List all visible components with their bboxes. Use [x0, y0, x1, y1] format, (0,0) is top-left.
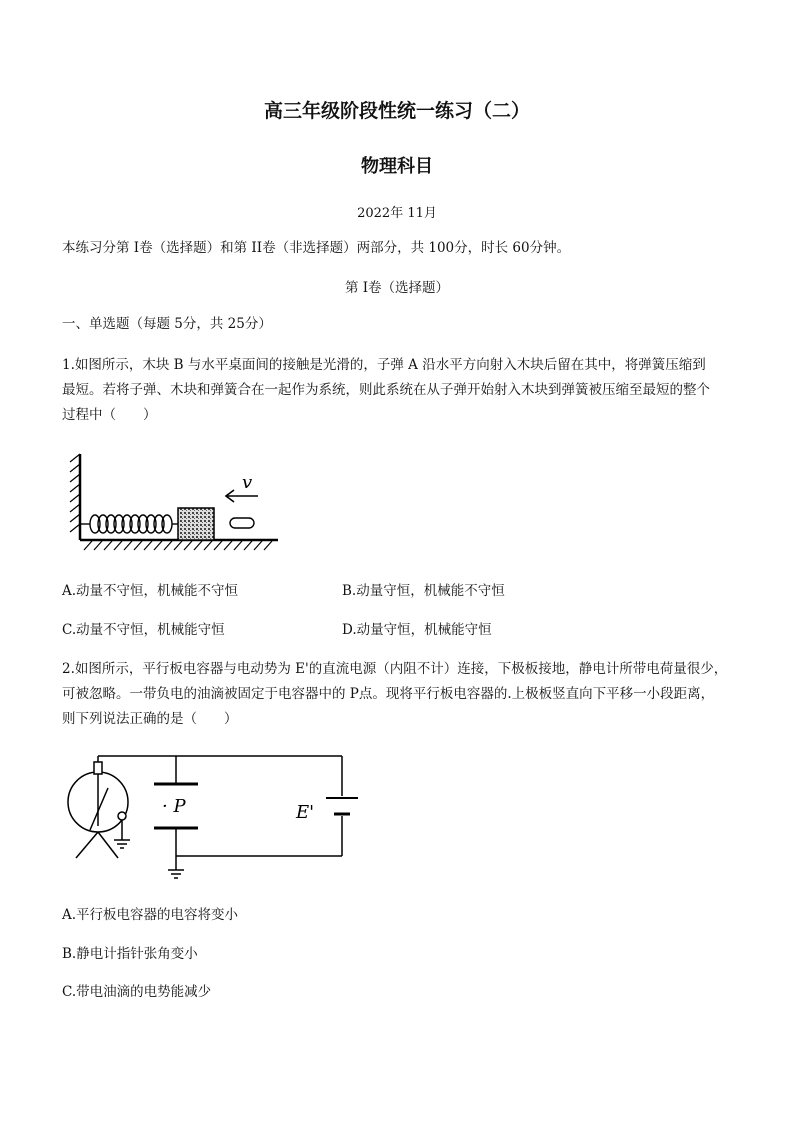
- q1-stem-line2: 最短。若将子弹、木块和弹簧合在一起作为系统，则此系统在从子弹开始射入木块到弹簧被压缩至最短的整个: [62, 382, 710, 398]
- q2-option-a[interactable]: A.平行板电容器的电容将变小: [62, 907, 239, 923]
- capacitor-circuit-figure: [62, 748, 362, 888]
- q2-stem-line1: 2.如图所示，平行板电容器与电动势为 E'的直流电源（内阻不计）连接，下极板接地，静电计所带电荷量很少，: [62, 661, 728, 677]
- q1-option-d[interactable]: D.动量守恒，机械能守恒: [342, 622, 492, 638]
- point-p-label: · P: [162, 796, 186, 817]
- subject-title: 物理科目: [361, 156, 433, 177]
- section1-title: 一、单选题（每题 5分，共 25分）: [62, 316, 272, 332]
- block-b: [178, 508, 214, 540]
- q1-option-a[interactable]: A.动量不守恒，机械能不守恒: [62, 583, 239, 599]
- part1-title: 第 I卷（选择题）: [344, 280, 450, 296]
- q1-option-b[interactable]: B.动量守恒，机械能不守恒: [342, 583, 505, 599]
- spring: [80, 515, 178, 533]
- intro-text: 本练习分第 I卷（选择题）和第 II卷（非选择题）两部分，共 100分，时长 60分钟。: [62, 240, 571, 256]
- q2-stem-line3: 则下列说法正确的是（ ）: [62, 711, 238, 727]
- bullet-a: [230, 518, 254, 528]
- spring-block-figure: [68, 448, 283, 553]
- exam-date: 2022年 11月: [357, 206, 437, 221]
- electrometer: [68, 756, 130, 858]
- q1-option-c[interactable]: C.动量不守恒，机械能守恒: [62, 622, 225, 638]
- q2-option-b[interactable]: B.静电计指针张角变小: [62, 946, 198, 962]
- q1-stem-line1: 1.如图所示，木块 B 与水平桌面间的接触是光滑的，子弹 A 沿水平方向射入木块后留在其中，将弹簧压缩到: [62, 357, 706, 373]
- q2-option-c[interactable]: C.带电油滴的电势能减少: [62, 984, 212, 1000]
- q2-stem-line2: 可被忽略。一带负电的油滴被固定于电容器中的 P点。现将平行板电容器的.上极板竖直向下平移一小段距离，: [62, 686, 715, 702]
- emf-label: E': [296, 802, 315, 823]
- document-title: 高三年级阶段性统一练习（二）: [263, 100, 530, 122]
- velocity-label: v: [242, 472, 253, 493]
- q1-stem-line3: 过程中（ ）: [62, 407, 157, 423]
